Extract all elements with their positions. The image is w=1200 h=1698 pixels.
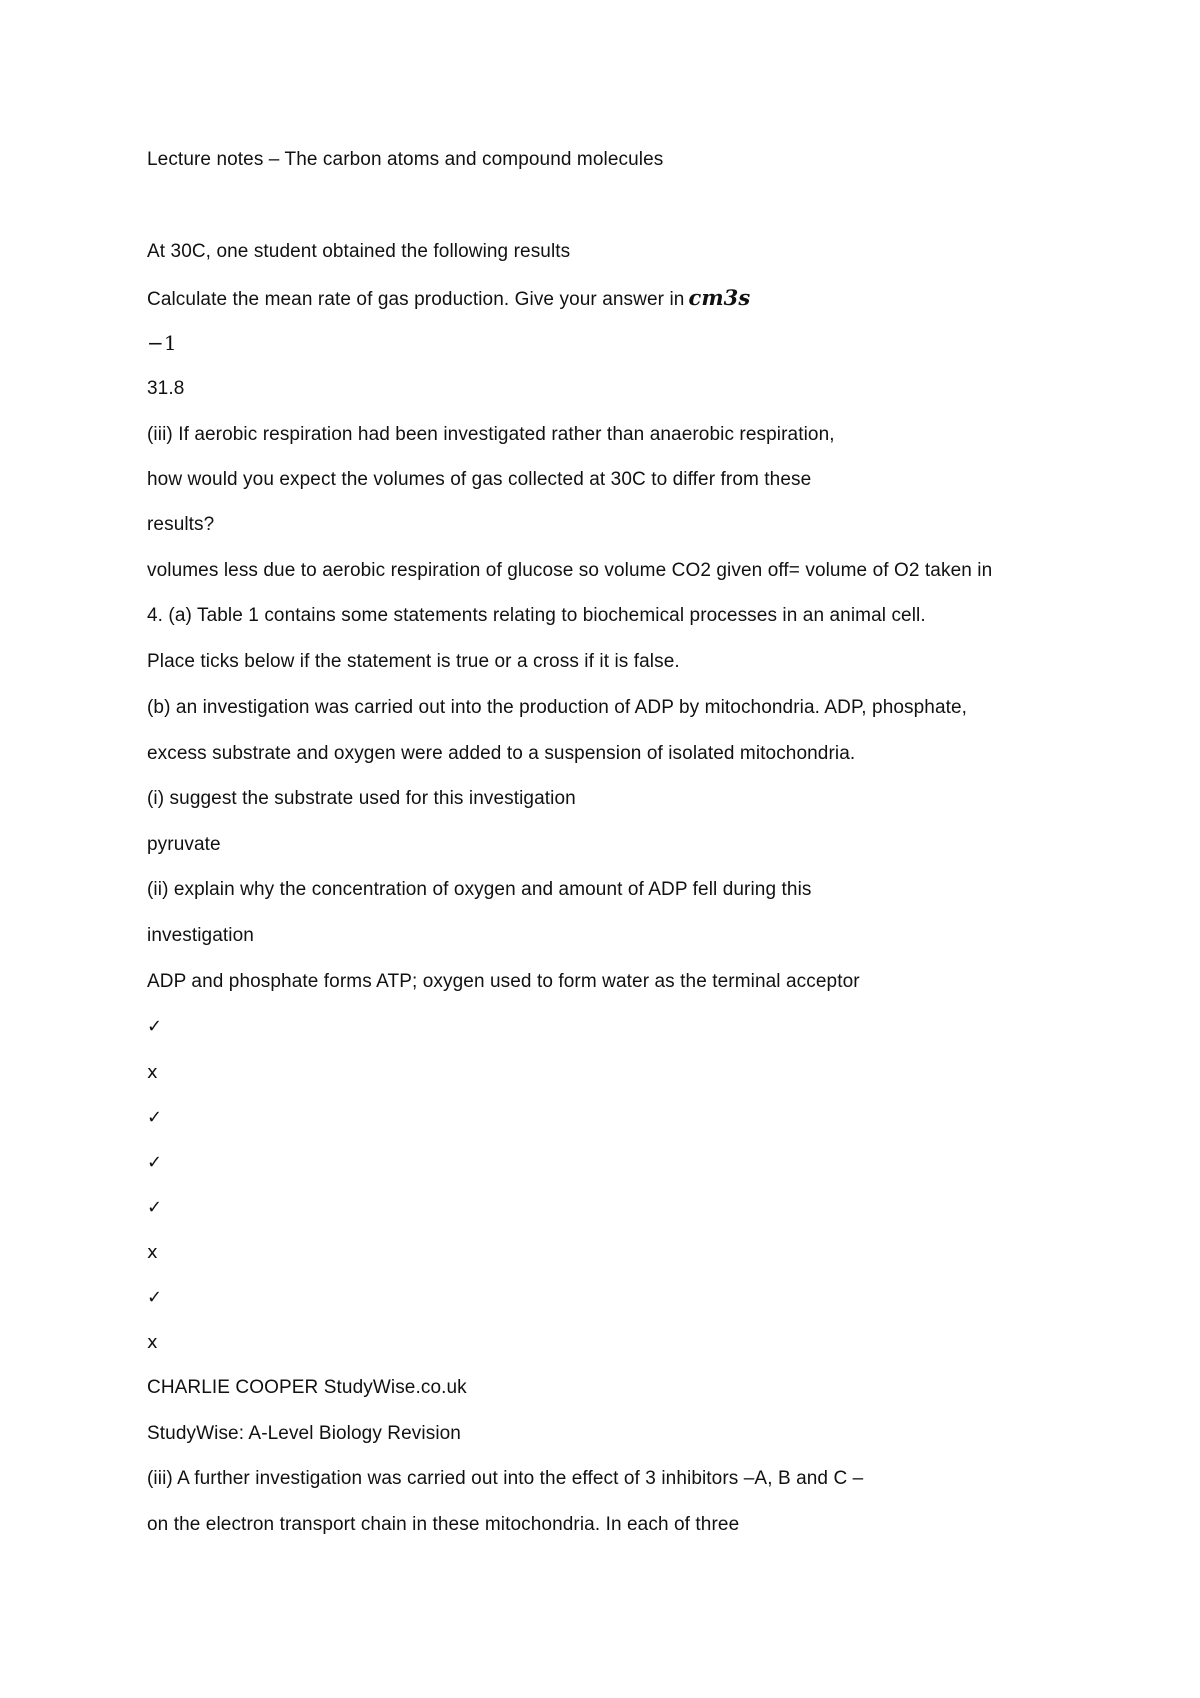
- unit-label: cm3s: [688, 285, 751, 310]
- answer-mark: ✓: [147, 1016, 163, 1037]
- question-4a-line-2: Place ticks below if the statement is true or a cross if it is false.: [147, 651, 680, 672]
- calculation-question-text: Calculate the mean rate of gas production. Give your answer in: [147, 289, 685, 310]
- document-title: Lecture notes – The carbon atoms and compound molecules: [147, 149, 664, 170]
- question-4b-i: (i) suggest the substrate used for this investigation: [147, 788, 576, 809]
- answer-mark: x: [147, 1242, 158, 1263]
- answer-mark: ✓: [147, 1197, 163, 1218]
- question-iii-answer: volumes less due to aerobic respiration of glucose so volume CO2 given off= volume of O2 taken in: [147, 560, 993, 581]
- answer-mark: x: [147, 1332, 158, 1353]
- question-iii-line-2: how would you expect the volumes of gas collected at 30C to differ from these: [147, 469, 812, 490]
- question-4b-i-answer: pyruvate: [147, 834, 221, 855]
- answer-mark: x: [147, 1062, 158, 1083]
- calculation-answer: 31.8: [147, 378, 185, 399]
- intro-text: At 30C, one student obtained the following results: [147, 241, 571, 262]
- unit-exponent: −1: [147, 331, 177, 355]
- answer-mark: ✓: [147, 1287, 163, 1308]
- question-4b-ii-answer: ADP and phosphate forms ATP; oxygen used to form water as the terminal acceptor: [147, 971, 860, 992]
- question-iii-line-1: (iii) If aerobic respiration had been investigated rather than anaerobic respiration,: [147, 424, 835, 445]
- calculation-question: [147, 286, 750, 312]
- answer-mark: ✓: [147, 1107, 163, 1128]
- question-4b-iii-line-2: on the electron transport chain in these mitochondria. In each of three: [147, 1514, 740, 1535]
- question-4b-iii-line-1: (iii) A further investigation was carried out into the effect of 3 inhibitors –A, B and C –: [147, 1468, 864, 1489]
- question-4b-ii-line-1: (ii) explain why the concentration of oxygen and amount of ADP fell during this: [147, 879, 812, 900]
- credit-line: CHARLIE COOPER StudyWise.co.uk: [147, 1377, 467, 1398]
- site-line: StudyWise: A-Level Biology Revision: [147, 1423, 461, 1444]
- question-4b-line-1: (b) an investigation was carried out into the production of ADP by mitochondria. ADP, phosphate,: [147, 697, 968, 718]
- question-4b-ii-line-2: investigation: [147, 925, 254, 946]
- question-4a-line-1: 4. (a) Table 1 contains some statements relating to biochemical processes in an animal cell.: [147, 605, 926, 626]
- answer-mark: ✓: [147, 1152, 163, 1173]
- question-4b-line-2: excess substrate and oxygen were added to a suspension of isolated mitochondria.: [147, 743, 856, 764]
- question-iii-line-3: results?: [147, 514, 215, 535]
